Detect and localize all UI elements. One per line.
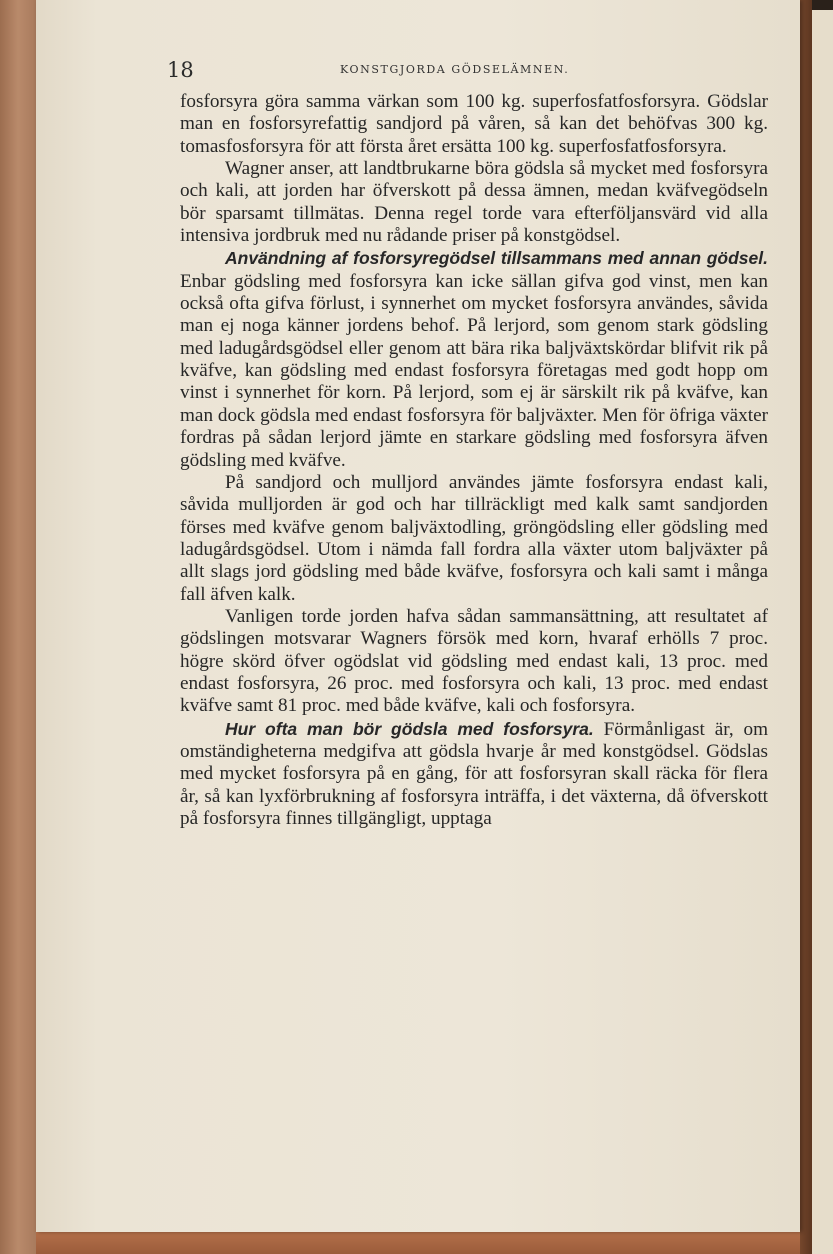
subheading-usage: Användning af fosforsyregödsel tillsammans med annan gödsel. <box>225 248 768 269</box>
book-cover-left-edge <box>0 0 40 1254</box>
subheading-frequency: Hur ofta man bör gödsla med fosforsyra. <box>225 718 594 739</box>
book-binding-right <box>798 0 812 1254</box>
paragraph-5: Vanligen torde jorden hafva sådan sammansättning, att resultatet af gödslingen motsvarar Wagners försök med korn, hvaraf erhölls 7 proc. högre skörd öfver ogödslat vid gödsling med endast kali, 13 proc. med endast fosforsyra, 26 proc. med fosforsyra och kali, 13 proc. med endast kväfve samt 81 proc. med både kväfve, kali och fosforsyra. <box>180 605 768 717</box>
paragraph-3 <box>180 247 768 471</box>
page-text <box>180 91 768 830</box>
next-page-edge <box>812 10 833 1254</box>
paragraph-1: fosforsyra göra samma värkan som 100 kg. superfosfatfosforsyra. Gödslar man en fosforsyrefattig sandjord på våren, så kan det behöfvas 300 kg. tomasfosforsyra för att första året ersätta 100 kg. superfosfatfosforsyra. <box>180 91 768 157</box>
paragraph-6 <box>180 718 768 831</box>
page-number: 18 <box>167 58 194 82</box>
paragraph-6-text: Förmånligast är, om omständigheterna medgifva att gödsla hvarje år med konstgödsel. Gödslas med mycket fosforsyra på en gång, för att fosforsyran skall räcka för flera år, så kan lyxförbrukning af fosforsyra inträffa, i det växterna, då öfverskott på fosforsyra finnes tillgängligt, upptaga <box>180 718 769 829</box>
paragraph-2: Wagner anser, att landtbrukarne böra gödsla så mycket med fosforsyra och kali, att jorden har öfverskott på dessa ämnen, medan kväfvegödseln bör sparsamt tillmätas. Denna regel torde vara efterföljansvärd vid alla intensiva jordbruk med nu rådande priser på konstgödsel. <box>180 158 768 247</box>
paragraph-3-text: Enbar gödsling med fosforsyra kan icke sällan gifva god vinst, men kan också ofta gifva förlust, i synnerhet om mycket fosforsyra användes, såvida man ej noga känner jordens behof. På lerjord, som genom stark gödsling med ladugårdsgödsel eller genom att bära rika baljväxtskördar blifvit rik på kväfve, kan gödsling med endast fosforsyra företagas med godt hopp om vinst i synnerhet för korn. På lerjord, som ej är särskilt rik på kväfve, kan man dock gödsla med endast fosforsyra för baljväxter. Men för öfriga växter fordras på sådan lerjord jämte en starkare gödsling med fosforsyra äfven gödsling med kväfve. <box>180 270 768 471</box>
book-cover-bottom-edge <box>36 1232 800 1254</box>
running-title: KONSTGJORDA GÖDSELÄMNEN. <box>340 63 570 76</box>
paragraph-4: På sandjord och mulljord användes jämte fosforsyra endast kali, såvida mulljorden är god och har tillräckligt med kalk samt sandjorden förses med kväfve genom baljväxtodling, gröngödsling eller gödsling med ladugårdsgödsel. Utom i nämda fall fordra alla växter utom baljväxter på allt slags jord gödsling med både kväfve, fosforsyra och kali samt i många fall äfven kalk. <box>180 471 768 605</box>
